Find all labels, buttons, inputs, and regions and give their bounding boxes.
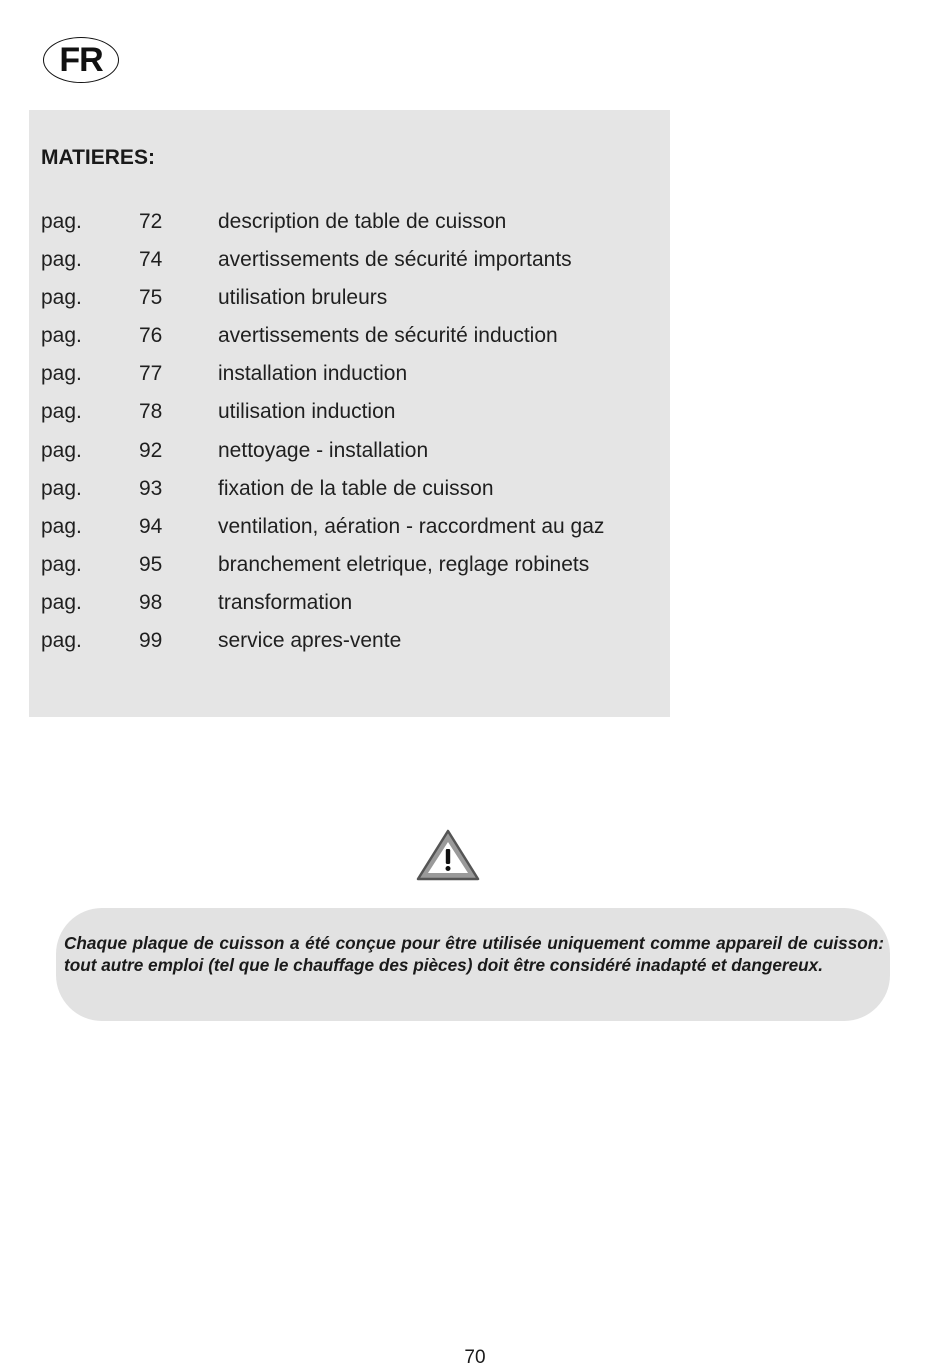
toc-entry-prefix: pag. — [41, 362, 82, 386]
toc-entry-description: nettoyage - installation — [218, 438, 429, 462]
warning-notice-text: Chaque plaque de cuisson a été conçue pour être utilisée uniquement comme appareil de cuisson: tout autre emploi (tel que le chauffage des pièces) doit être considéré inadapté et dangereux. — [64, 933, 884, 975]
toc-entry-page: 92 — [139, 438, 163, 462]
toc-title: MATIERES: — [41, 146, 155, 169]
toc-entry-page: 72 — [139, 210, 163, 233]
toc-entry-description: avertissements de sécurité induction — [218, 324, 558, 348]
toc-entry-page: 78 — [139, 400, 163, 424]
toc-entry-description: description de table de cuisson — [218, 210, 507, 233]
toc-entry-description: ventilation, aération - raccordment au gaz — [218, 514, 605, 538]
toc-entry-description: branchement eletrique, reglage robinets — [218, 552, 590, 576]
toc-entry — [41, 553, 661, 591]
toc-entry — [41, 629, 661, 667]
toc-entry-prefix: pag. — [41, 514, 82, 538]
toc-entry — [41, 439, 661, 477]
toc-entry-description: utilisation bruleurs — [218, 286, 388, 310]
toc-entry-prefix: pag. — [41, 476, 82, 500]
toc-entry-prefix: pag. — [41, 552, 82, 576]
toc-entry-prefix: pag. — [41, 629, 82, 653]
warning-triangle-icon — [416, 829, 480, 881]
toc-entry — [41, 324, 661, 362]
toc-entry — [41, 362, 661, 400]
toc-entry-page: 75 — [139, 286, 163, 310]
page-number: 70 — [464, 1347, 486, 1368]
toc-list — [41, 210, 661, 667]
toc-entry-prefix: pag. — [41, 324, 82, 348]
toc-entry-page: 93 — [139, 476, 163, 500]
toc-entry-prefix: pag. — [41, 400, 82, 424]
toc-entry — [41, 210, 661, 248]
toc-entry — [41, 286, 661, 324]
toc-entry — [41, 477, 661, 515]
table-of-contents — [29, 110, 670, 717]
language-badge: FR — [43, 37, 119, 83]
toc-entry-page: 95 — [139, 552, 163, 576]
toc-entry-description: utilisation induction — [218, 400, 396, 424]
toc-entry — [41, 400, 661, 438]
toc-entry — [41, 591, 661, 629]
toc-entry-description: fixation de la table de cuisson — [218, 476, 494, 500]
toc-entry-description: avertissements de sécurité importants — [218, 248, 572, 272]
toc-entry-prefix: pag. — [41, 248, 82, 272]
toc-entry-page: 99 — [139, 629, 163, 653]
toc-entry-prefix: pag. — [41, 438, 82, 462]
toc-entry-prefix: pag. — [41, 590, 82, 614]
toc-entry-page: 77 — [139, 362, 163, 386]
toc-entry-page: 76 — [139, 324, 163, 348]
toc-entry-description: installation induction — [218, 362, 408, 386]
toc-entry-page: 94 — [139, 514, 163, 538]
toc-entry-page: 74 — [139, 248, 163, 272]
toc-entry-description: service apres-vente — [218, 629, 402, 653]
toc-entry-prefix: pag. — [41, 210, 82, 233]
toc-entry-prefix: pag. — [41, 286, 82, 310]
toc-entry — [41, 515, 661, 553]
toc-entry-page: 98 — [139, 590, 163, 614]
warning-notice — [56, 908, 890, 1021]
toc-entry-description: transformation — [218, 590, 353, 614]
toc-entry — [41, 248, 661, 286]
